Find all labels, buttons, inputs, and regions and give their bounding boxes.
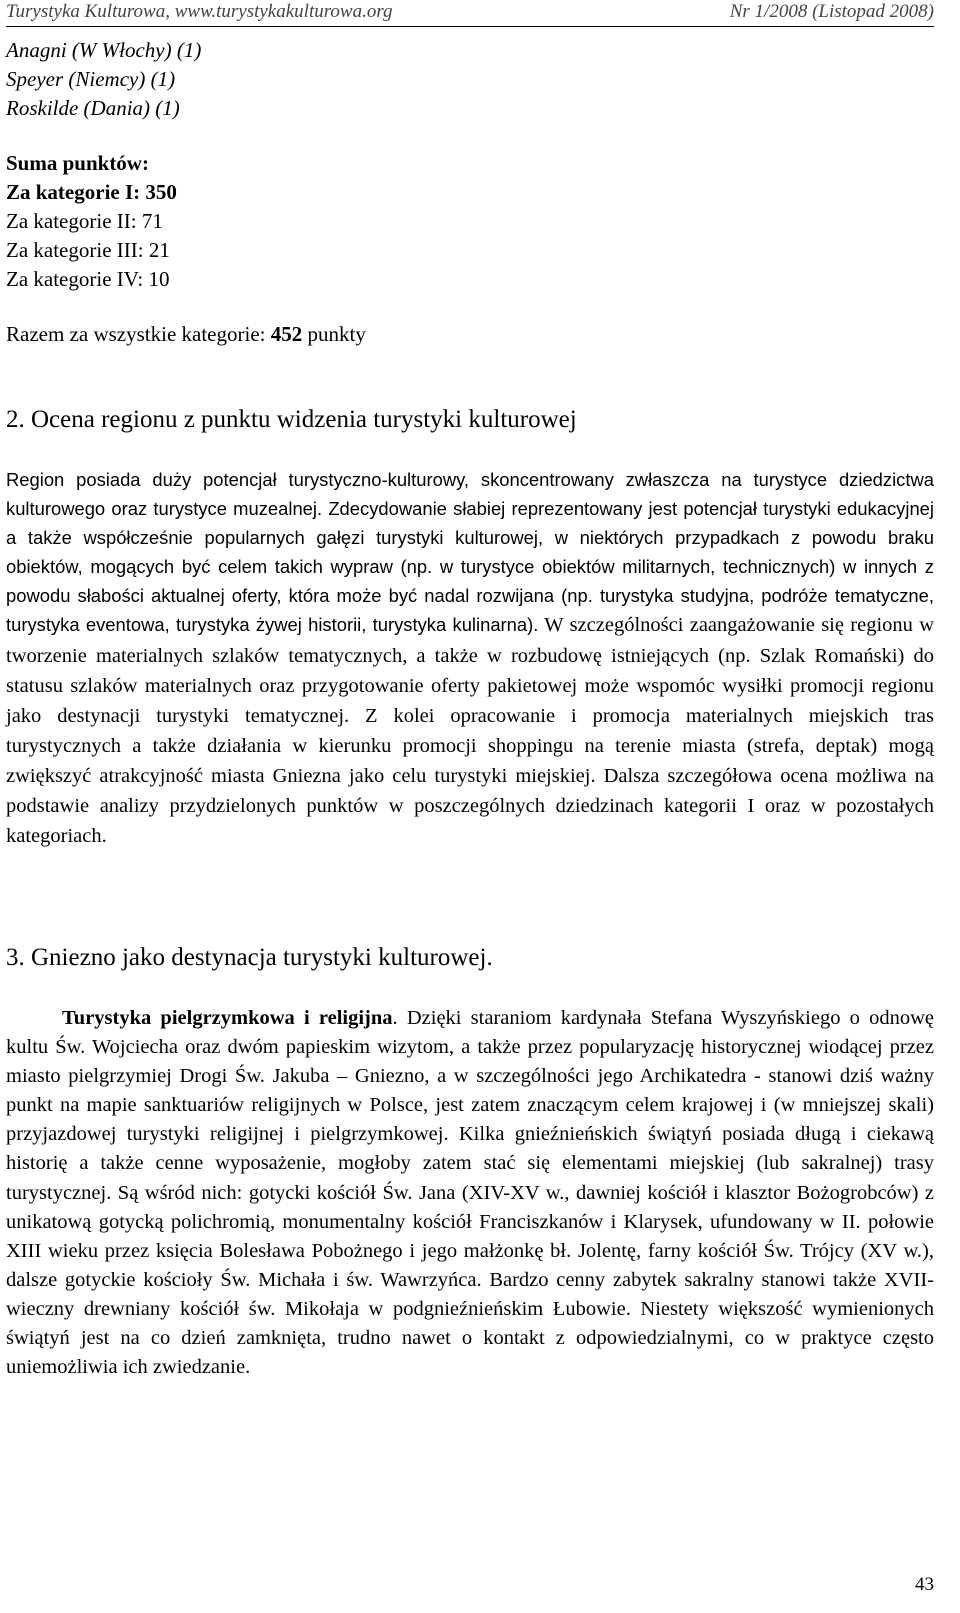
summary-category-2: Za kategorie II: 71 <box>6 209 163 233</box>
summary-category-3: Za kategorie III: 21 <box>6 238 170 262</box>
place-item: Roskilde (Dania) (1) <box>6 96 180 120</box>
summary-category-1: Za kategorie I: 350 <box>6 180 177 204</box>
section-3-heading: 3. Gniezno jako destynacja turystyki kulturowej. <box>6 944 493 971</box>
header-issue: Nr 1/2008 (Listopad 2008) <box>729 1 934 22</box>
section-3-body: . Dzięki staraniom kardynała Stefana Wyszyńskiego o odnowę kultu Św. Wojciecha oraz dwóm papieskim wizytom, a także przez popularyzację historycznej wiodącej przez miasto pielgrzymiej Drogi Św. Jakuba – Gniezno, a w szczególności jego Archikatedra - stanowi dziś ważny punkt na mapie sanktuariów religijnych w Polsce, jest zatem znaczącym celem krajowej i (w mniejszej skali) przyjazdowej turystyki religijnej i pielgrzymkowej. Kilka gnieźnieńskich świątyń posiada długą i ciekawą historię a także cenne wyposażenie, mogłoby zatem stać się elementami miejskiej (lub sakralnej) trasy turystycznej. Są wśród nich: gotycki kościół Św. Jana (XIV-XV w., dawniej kościół i klasztor Bożogrobców) z unikatową gotycką polichromią, monumentalny kościół Franciszkanów i Klarysek, ufundowany w II. połowie XIII wieku przez księcia Bolesława Pobożnego i jego małżonkę bł. Jolentę, farny kościół Św. Trójcy (XV w.), dalsze gotyckie kościoły Św. Michała i św. Wawrzyńca. Bardzo cenny zabytek sakralny stanowi także XVII-wieczny drewniany kościół św. Mikołaja w podgnieźnieńskim Łubowie. Niestety większość wymienionych świątyń jest na co dzień zamknięta, trudno nawet o kontakt z odpowiedzialnymi, co w praktyce często uniemożliwia ich zwiedzanie. <box>6 1007 934 1379</box>
section-2-text-serif: W szczególności zaangażowanie się regionu w tworzenie materialnych szlaków tematycznych, a także w rozbudowę istniejących (np. Szlak Romański) do statusu szlaków materialnych oraz przygotowanie oferty pakietowej może wspomóc wysiłki promocji regionu jako destynacji turystyki tematycznej. Z kolei opracowanie i promocja materialnych miejskich tras turystycznych a także działania w kierunku promocji shoppingu na terenie miasta (strefa, deptak) mogą zwiększyć atrakcyjność miasta Gniezna jako celu turystyki miejskiej. Dalsza szczegółowa ocena możliwa na podstawie analizy przydzielonych punktów w poszczególnych dziedzinach kategorii I oraz w pozostałych kategoriach. <box>6 614 934 848</box>
summary-category-4: Za kategorie IV: 10 <box>6 267 170 291</box>
section-3-lead: Turystyka pielgrzymkowa i religijna <box>62 1007 393 1029</box>
place-item: Anagni (W Włochy) (1) <box>6 38 202 62</box>
points-summary <box>6 149 934 294</box>
summary-total-value: 452 <box>270 322 303 346</box>
summary-total-label: Razem za wszystkie kategorie: <box>6 322 271 346</box>
summary-total <box>6 320 934 349</box>
section-2-text-sans: Region posiada duży potencjał turystyczno-kulturowy, skoncentrowany zwłaszcza na turystyce dziedzictwa kulturowego oraz turystyce muzealnej. Zdecydowanie słabiej reprezentowany jest potencjał turystyki edukacyjnej a także współcześnie popularnych gałęzi turystyki kulturowej, w niektórych przypadkach z powodu braku obiektów, mogących być celem takich wypraw (np. w turystyce obiektów militarnych, technicznych) w innych z powodu słabości aktualnej oferty, która może być nadal rozwijana (np. turystyka studyjna, podróże tematyczne, turystyka eventowa, turystyka żywej historii, turystyka kulinarna). <box>6 469 934 636</box>
summary-total-unit: punkty <box>302 322 366 346</box>
summary-title: Suma punktów: <box>6 151 149 175</box>
running-header <box>6 0 934 27</box>
places-list <box>6 36 934 123</box>
section-2-heading: 2. Ocena regionu z punktu widzenia turystyki kulturowej <box>6 406 577 433</box>
place-item: Speyer (Niemcy) (1) <box>6 67 176 91</box>
section-3-paragraph <box>6 1004 934 1382</box>
header-journal-title: Turystyka Kulturowa, www.turystykakulturowa.org <box>6 1 393 22</box>
page-number: 43 <box>915 1574 934 1595</box>
section-2-paragraph <box>6 465 934 851</box>
